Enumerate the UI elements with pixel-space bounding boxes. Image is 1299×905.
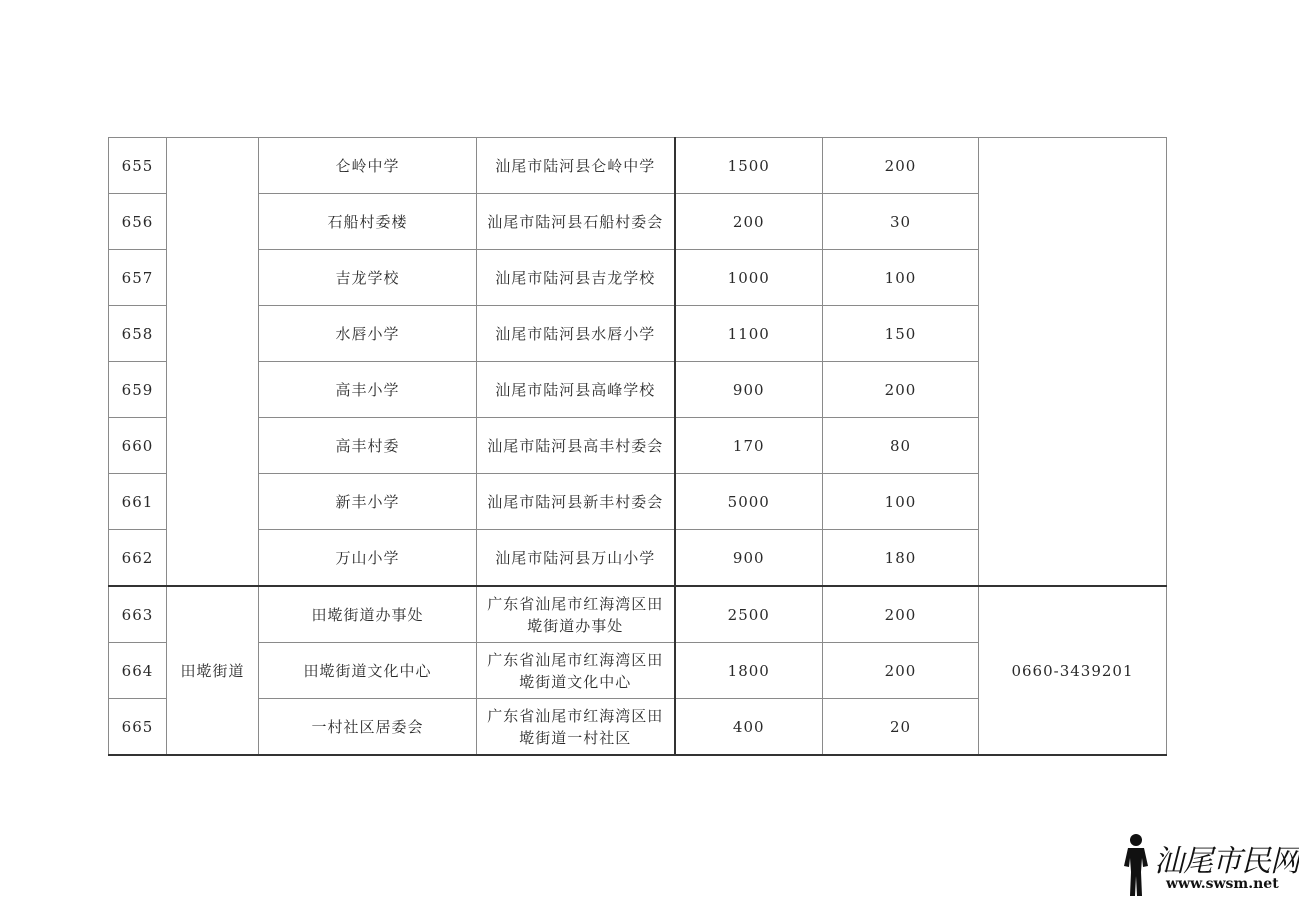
shelter-capacity: 30: [823, 194, 979, 250]
shelter-area: 400: [675, 699, 823, 756]
street-cell: 田墘街道: [167, 586, 259, 755]
row-number: 661: [109, 474, 167, 530]
watermark-url: www.swsm.net: [1166, 876, 1279, 892]
shelter-address: 广东省汕尾市红海湾区田墘街道办事处: [477, 586, 675, 643]
shelter-area: 2500: [675, 586, 823, 643]
shelter-area: 5000: [675, 474, 823, 530]
shelter-area: 200: [675, 194, 823, 250]
shelter-name: 石船村委楼: [259, 194, 477, 250]
shelter-capacity: 100: [823, 474, 979, 530]
shelter-area: 1100: [675, 306, 823, 362]
shelter-area: 1500: [675, 138, 823, 194]
shelter-address: 汕尾市陆河县水唇小学: [477, 306, 675, 362]
shelter-address: 广东省汕尾市红海湾区田墘街道文化中心: [477, 643, 675, 699]
shelter-area: 170: [675, 418, 823, 474]
shelter-name: 水唇小学: [259, 306, 477, 362]
row-number: 659: [109, 362, 167, 418]
table-row: [109, 586, 1167, 643]
shelter-table: [108, 137, 1167, 756]
contact-phone: [979, 138, 1167, 587]
row-number: 655: [109, 138, 167, 194]
row-number: 665: [109, 699, 167, 756]
shelter-capacity: 200: [823, 643, 979, 699]
shelter-area: 900: [675, 530, 823, 587]
shelter-name: 田墘街道文化中心: [259, 643, 477, 699]
watermark-text: 汕尾市民网: [1154, 844, 1299, 879]
shelter-name: 仑岭中学: [259, 138, 477, 194]
row-number: 656: [109, 194, 167, 250]
shelter-capacity: 100: [823, 250, 979, 306]
row-number: 657: [109, 250, 167, 306]
shelter-area: 1800: [675, 643, 823, 699]
shelter-address: 汕尾市陆河县石船村委会: [477, 194, 675, 250]
shelter-capacity: 80: [823, 418, 979, 474]
street-cell: [167, 138, 259, 587]
shelter-name: 新丰小学: [259, 474, 477, 530]
row-number: 664: [109, 643, 167, 699]
shelter-address: 汕尾市陆河县高丰村委会: [477, 418, 675, 474]
shelter-name: 万山小学: [259, 530, 477, 587]
row-number: 660: [109, 418, 167, 474]
row-number: 662: [109, 530, 167, 587]
site-watermark: [1118, 832, 1299, 898]
shelter-address: 汕尾市陆河县仑岭中学: [477, 138, 675, 194]
shelter-capacity: 20: [823, 699, 979, 756]
contact-phone: 0660-3439201: [979, 586, 1167, 755]
shelter-name: 高丰村委: [259, 418, 477, 474]
shelter-capacity: 200: [823, 138, 979, 194]
shelter-name: 田墘街道办事处: [259, 586, 477, 643]
shelter-capacity: 150: [823, 306, 979, 362]
shelter-capacity: 200: [823, 586, 979, 643]
table-body: [109, 138, 1167, 756]
row-number: 658: [109, 306, 167, 362]
shelter-address: 汕尾市陆河县万山小学: [477, 530, 675, 587]
shelter-address: 广东省汕尾市红海湾区田墘街道一村社区: [477, 699, 675, 756]
shelter-name: 高丰小学: [259, 362, 477, 418]
shelter-capacity: 200: [823, 362, 979, 418]
shelter-name: 吉龙学校: [259, 250, 477, 306]
shelter-address: 汕尾市陆河县吉龙学校: [477, 250, 675, 306]
shelter-area: 900: [675, 362, 823, 418]
shelter-area: 1000: [675, 250, 823, 306]
shelter-name: 一村社区居委会: [259, 699, 477, 756]
person-silhouette-icon: [1118, 832, 1154, 898]
shelter-address: 汕尾市陆河县高峰学校: [477, 362, 675, 418]
row-number: 663: [109, 586, 167, 643]
table-row: [109, 138, 1167, 194]
shelter-capacity: 180: [823, 530, 979, 587]
shelter-address: 汕尾市陆河县新丰村委会: [477, 474, 675, 530]
